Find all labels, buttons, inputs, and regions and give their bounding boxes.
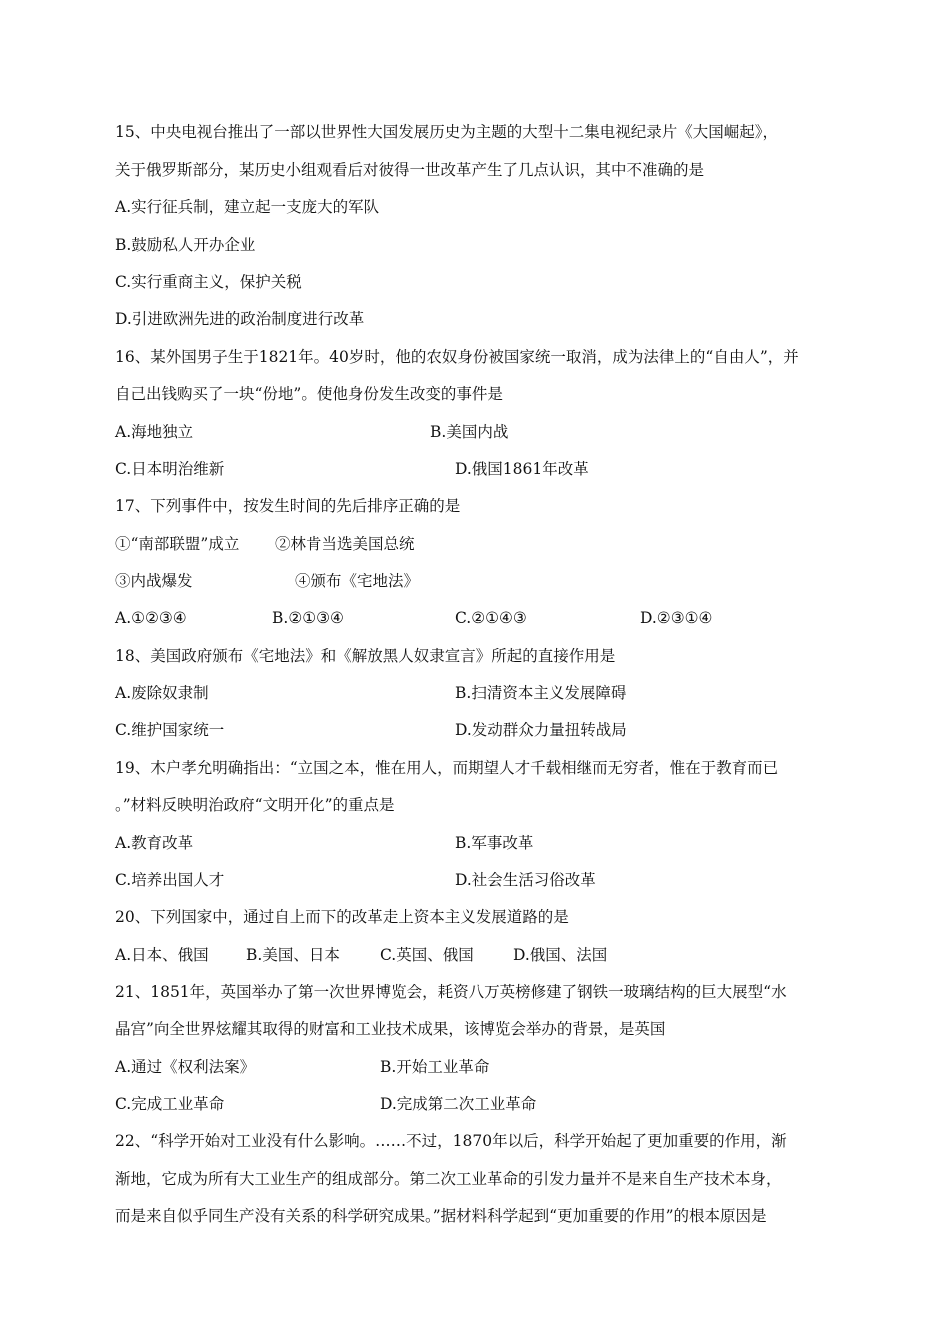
question-21-option-c: C.完成工业革命 xyxy=(115,1095,225,1113)
question-18-option-d: D.发动群众力量扭转战局 xyxy=(455,721,627,739)
question-19-stem-line-1: 19、木户孝允明确指出：“立国之本，惟在用人，而期望人才千载相继而无穷者，惟在于教育而已 xyxy=(115,759,779,777)
question-21-stem-line-2: 晶宫”向全世界炫耀其取得的财富和工业技术成果，该博览会举办的背景，是英国 xyxy=(115,1020,666,1038)
question-21-stem-line-1: 21、1851年，英国举办了第一次世界博览会，耗资八万英榜修建了钢铁一玻璃结构的巨大展型“水 xyxy=(115,983,787,1001)
question-16-stem-line-1: 16、某外国男子生于1821年。40岁时，他的农奴身份被国家统一取消，成为法律上的“自由人”，并 xyxy=(115,348,799,366)
question-16-option-d: D.俄国1861年改革 xyxy=(455,460,589,478)
question-15-option-c: C.实行重商主义，保护关税 xyxy=(115,273,302,291)
question-18-stem: 18、美国政府颁布《宅地法》和《解放黑人奴隶宣言》所起的直接作用是 xyxy=(115,647,616,665)
question-19-option-c: C.培养出国人才 xyxy=(115,871,225,889)
question-17-option-c: C.②①④③ xyxy=(455,609,527,627)
question-19-stem-line-2: 。”材料反映明治政府“文明开化”的重点是 xyxy=(115,796,395,814)
question-22-stem-line-1: 22、“科学开始对工业没有什么影响。……不过，1870年以后，科学开始起了更加重要的作用，渐 xyxy=(115,1132,787,1150)
question-15-stem-line-1: 15、中央电视台推出了一部以世界性大国发展历史为主题的大型十二集电视纪录片《大国崛起》， xyxy=(115,123,778,141)
question-17-option-a: A.①②③④ xyxy=(115,609,187,627)
question-21-option-b: B.开始工业革命 xyxy=(380,1058,490,1076)
question-19-option-a: A.教育改革 xyxy=(115,834,194,852)
question-20-option-c: C.英国、俄国 xyxy=(380,946,474,964)
question-15-option-b: B.鼓励私人开办企业 xyxy=(115,236,256,254)
question-16-option-b: B.美国内战 xyxy=(430,423,509,441)
question-20-stem: 20、下列国家中，通过自上而下的改革走上资本主义发展道路的是 xyxy=(115,908,569,926)
question-17-item-3: ③内战爆发 xyxy=(115,572,193,590)
question-22-stem-line-3: 而是来自似乎同生产没有关系的科学研究成果。”据材料科学起到“更加重要的作用”的根本原因是 xyxy=(115,1207,767,1225)
question-20-option-a: A.日本、俄国 xyxy=(115,946,209,964)
question-17-item-2: ②林肯当选美国总统 xyxy=(275,535,415,553)
question-18-option-b: B.扫清资本主义发展障碍 xyxy=(455,684,627,702)
question-16-option-c: C.日本明治维新 xyxy=(115,460,225,478)
question-19-option-d: D.社会生活习俗改革 xyxy=(455,871,596,889)
question-17-item-4: ④颁布《宅地法》 xyxy=(295,572,420,590)
question-15-option-d: D.引进欧洲先进的政治制度进行改革 xyxy=(115,310,365,328)
question-18-option-c: C.维护国家统一 xyxy=(115,721,225,739)
question-21-option-a: A.通过《权利法案》 xyxy=(115,1058,256,1076)
question-19-option-b: B.军事改革 xyxy=(455,834,534,852)
question-20-option-b: B.美国、日本 xyxy=(246,946,340,964)
question-15-stem-line-2: 关于俄罗斯部分，某历史小组观看后对彼得一世改革产生了几点认识，其中不准确的是 xyxy=(115,161,705,179)
question-15-option-a: A.实行征兵制，建立起一支庞大的军队 xyxy=(115,198,380,216)
question-21-option-d: D.完成第二次工业革命 xyxy=(380,1095,537,1113)
question-20-option-d: D.俄国、法国 xyxy=(513,946,608,964)
question-17-stem: 17、下列事件中，按发生时间的先后排序正确的是 xyxy=(115,497,461,515)
question-17-option-b: B.②①③④ xyxy=(272,609,344,627)
question-18-option-a: A.废除奴隶制 xyxy=(115,684,209,702)
question-22-stem-line-2: 渐地，它成为所有大工业生产的组成部分。第二次工业革命的引发力量并不是来自生产技术本身， xyxy=(115,1170,782,1188)
question-17-option-d: D.②③①④ xyxy=(640,609,713,627)
question-16-stem-line-2: 自己出钱购买了一块“份地”。使他身份发生改变的事件是 xyxy=(115,385,503,403)
question-16-option-a: A.海地独立 xyxy=(115,423,194,441)
question-17-item-1: ①“南部联盟”成立 xyxy=(115,535,240,553)
